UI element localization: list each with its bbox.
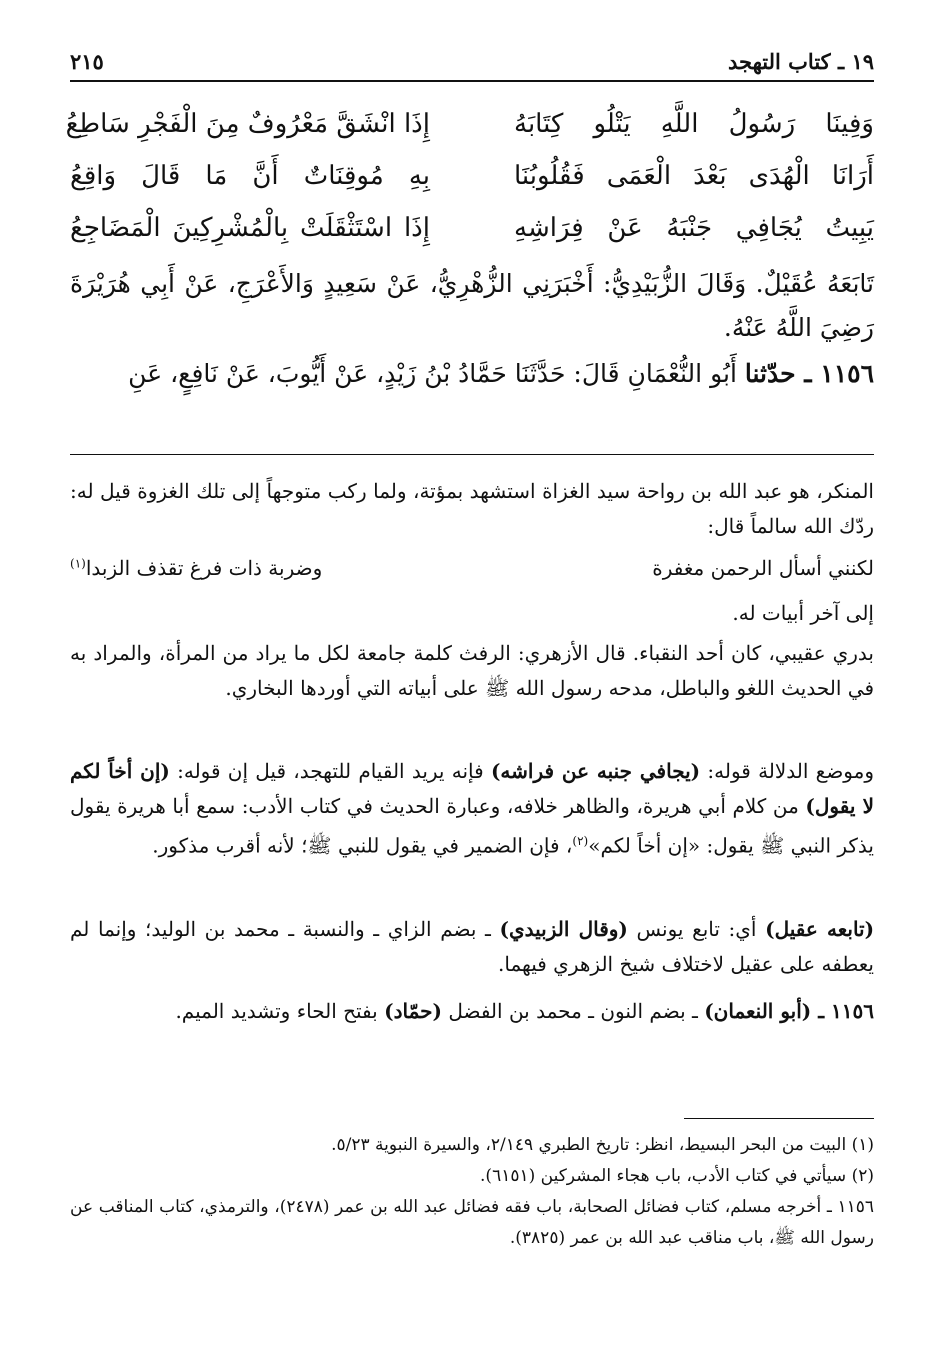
main-paragraph xyxy=(70,262,874,350)
verse-hemistich: يَبِيتُ يُجَافِي جَنْبَهُ عَنْ فِرَاشِهِ xyxy=(514,213,874,243)
commentary-block xyxy=(70,994,874,1029)
commentary-block xyxy=(70,754,874,864)
footnote: ١١٥٦ ـ أخرجه مسلم، كتاب فضائل الصحابة، باب فقه فضائل عبد الله بن عمر (٢٤٧٨)، والترمذي، كتاب المناقب عن رسول الله ﷺ، باب مناقب عبد الله بن عمر (٣٨٢٥). xyxy=(70,1197,875,1248)
footnote-ref: (١) xyxy=(70,556,86,571)
footnotes xyxy=(70,1130,874,1254)
quoted-phrase: (حمّاد) xyxy=(384,999,442,1023)
poem-verse xyxy=(70,204,874,252)
page-header xyxy=(70,38,874,74)
commentary-paragraph: إلى آخر أبيات له. xyxy=(732,601,874,625)
verse-hemistich: وَفِينَا رَسُولُ اللَّهِ يَتْلُو كِتَابَهُ xyxy=(514,109,874,139)
page-number: ٢١٥ xyxy=(70,49,104,74)
verse-hemistich: لكنني أسأل الرحمن مغفرة xyxy=(652,556,874,580)
verse-hemistich: أَرَانَا الْهُدَى بَعْدَ الْعَمَى فَقُلُوبُنَا xyxy=(514,161,874,191)
commentary-paragraph: (تابعه عقيل) أي: تابع يونس (وقال الزبيدي) ـ بضم الزاي ـ والنسبة ـ محمد بن الوليد؛ وإنما لم يعطفه على عقيل لاختلاف شيخ الزهري فيهما. xyxy=(70,917,875,976)
commentary-divider xyxy=(70,454,874,455)
commentary-paragraph: المنكر، هو عبد الله بن رواحة سيد الغزاة استشهد بمؤتة، ولما ركب متوجهاً إلى تلك الغزوة قيل له: ردّك الله سالماً قال: xyxy=(70,479,874,538)
verse-hemistich: إِذَا انْشَقَّ مَعْرُوفٌ مِنَ الْفَجْرِ سَاطِعُ xyxy=(65,109,430,139)
hadith-text: أَبُو النُّعْمَانِ قَالَ: حَدَّثَنَا حَمَّادُ بْنُ زَيْدٍ، عَنْ أَيُّوبَ، عَنْ نَافِعٍ، عَنِ xyxy=(128,359,737,388)
commentary-block xyxy=(70,474,874,544)
verse-hemistich: إِذَا اسْتَثْقَلَتْ بِالْمُشْرِكِينَ الْمَضَاجِعُ xyxy=(70,213,430,243)
commentary-paragraph: بدري عقيبي، كان أحد النقباء. قال الأزهري: الرفث كلمة جامعة لكل ما يراد من المرأة، والمراد به في الحديث اللغو والباطل، مدحه رسول الله ﷺ على أبياته التي أوردها البخاري. xyxy=(70,641,874,700)
poem-verse xyxy=(70,152,874,200)
commentary-paragraph: وموضع الدلالة قوله: (يجافي جنبه عن فراشه) فإنه يريد القيام للتهجد، قيل إن قوله: (إن أخاً لكم لا يقول) من كلام أبي هريرة، والظاهر خلافه، وعبارة الحديث في كتاب الأدب: سمع أبا هريرة يقول يذكر النبي ﷺ يقول: «إن أخاً لكم»$^{(٢)}$، فإن الضمير في يقول للنبي ﷺ؛ لأنه أقرب مذكور. xyxy=(70,759,875,858)
verse-hemistich: وضربة ذات فرغ تقذف الزبدا$^{(١)}$ xyxy=(70,556,323,580)
footnote: (٢) سيأتي في كتاب الأدب، باب هجاء المشركين (٦١٥١). xyxy=(480,1166,874,1186)
quoted-phrase: ١١٥٦ ـ (أبو النعمان) xyxy=(704,999,874,1023)
poem-verse xyxy=(65,100,874,148)
header-divider xyxy=(70,80,874,82)
chapter-title: ١٩ ـ كتاب التهجد xyxy=(728,49,874,74)
quoted-phrase: (تابعه عقيل) xyxy=(765,917,875,941)
commentary-block xyxy=(70,636,874,706)
commentary-block xyxy=(70,912,874,982)
quoted-phrase: (إن أخاً لكم لا يقول) xyxy=(70,759,874,818)
footnote-divider xyxy=(684,1118,874,1119)
commentary-paragraph: ١١٥٦ ـ (أبو النعمان) ـ بضم النون ـ محمد بن الفضل (حمّاد) بفتح الحاء وتشديد الميم. xyxy=(175,999,874,1023)
quoted-phrase: (وقال الزبيدي) xyxy=(499,917,628,941)
footnote: (١) البيت من البحر البسيط، انظر: تاريخ الطبري ٢/١٤٩، والسيرة النبوية ٥/٢٣. xyxy=(331,1135,874,1155)
hadith-number: ١١٥٦ ـ حدّثنا xyxy=(744,359,874,388)
hadith-paragraph xyxy=(70,352,874,396)
commentary-block xyxy=(70,596,874,631)
footnote-ref: (٢) xyxy=(572,834,589,848)
main-text-line: تَابَعَهُ عُقَيْلٌ. وَقَالَ الزُّبَيْدِيُّ: أَخْبَرَنِي الزُّهْرِيُّ، عَنْ سَعِيدٍ وَالأَعْرَجِ، عَنْ أَبِي هُرَيْرَةَ رَضِيَ اللَّهُ عَنْهُ. xyxy=(70,269,874,342)
commentary-verse xyxy=(70,550,874,586)
quoted-phrase: (يجافي جنبه عن فراشه) xyxy=(490,759,701,783)
verse-hemistich: بِهِ مُوقِنَاتٌ أَنَّ مَا قَالَ وَاقِعُ xyxy=(70,161,430,191)
